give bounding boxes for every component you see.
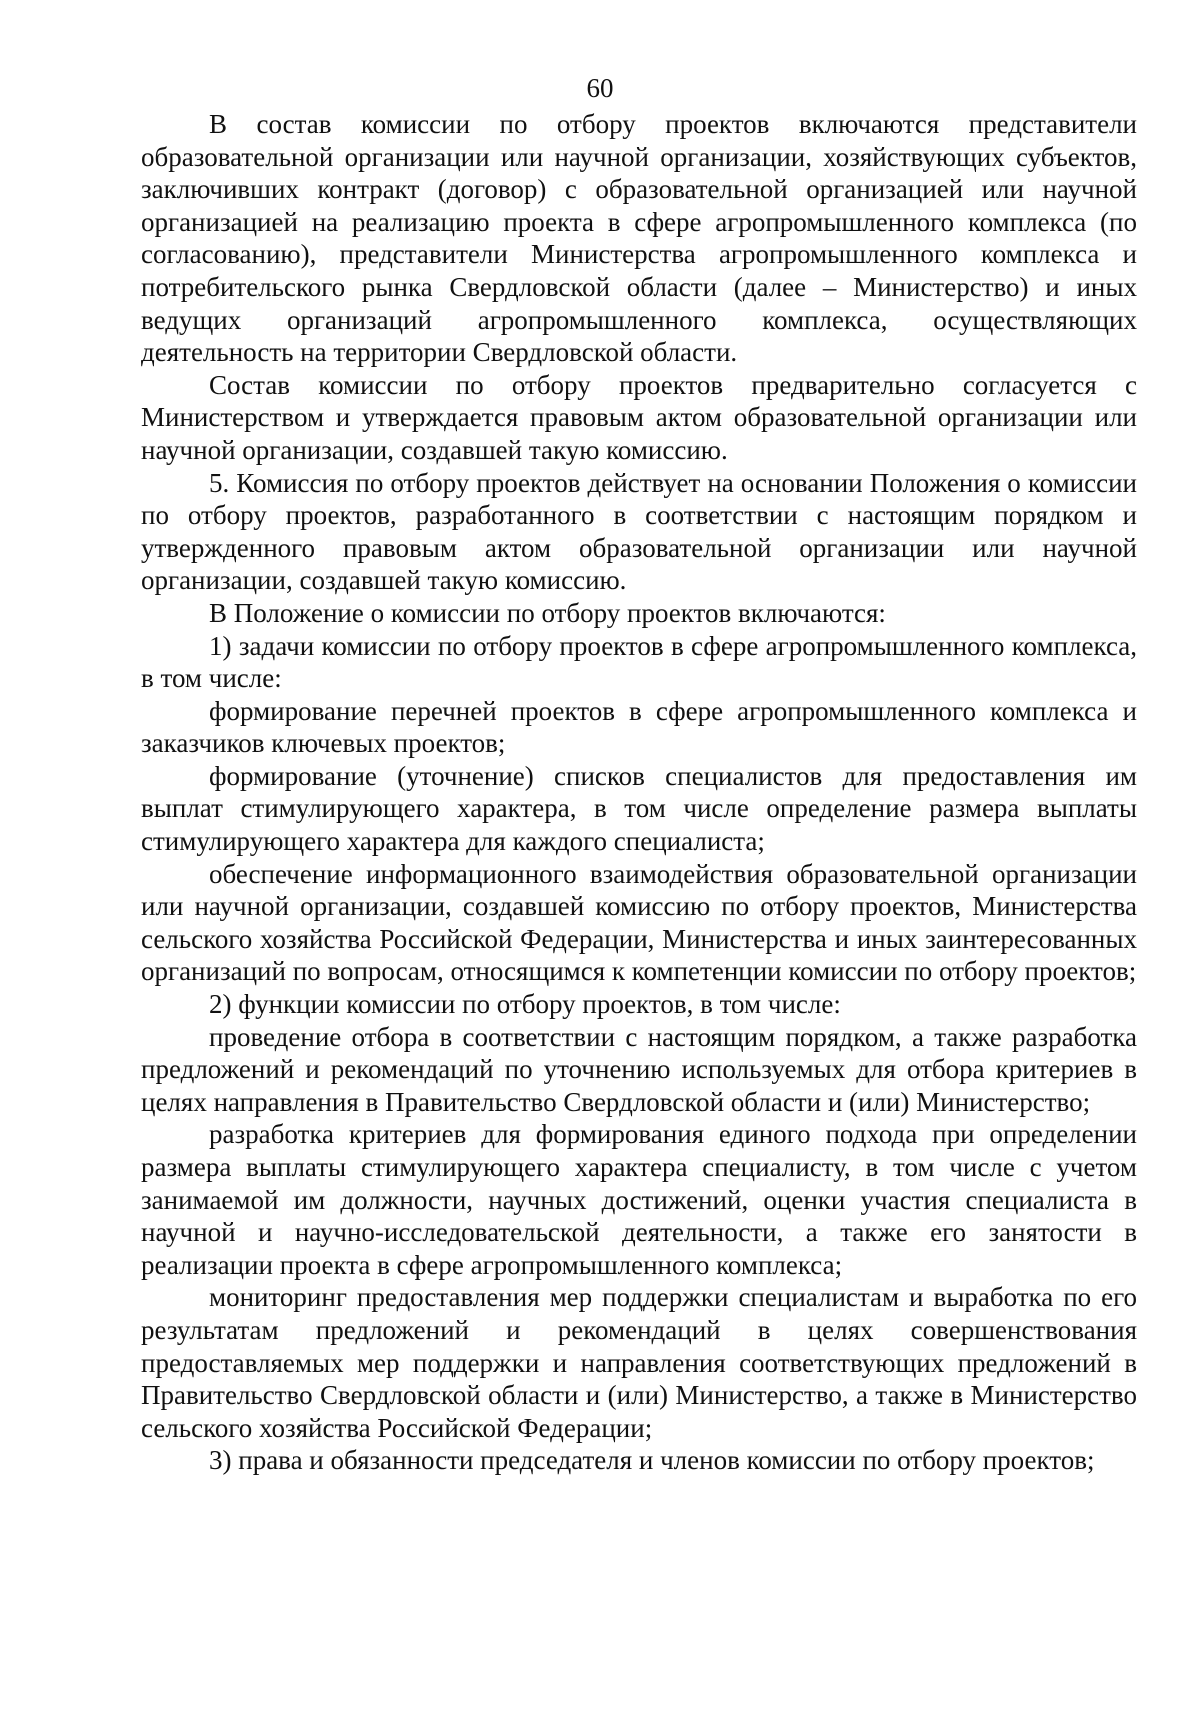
- paragraph-function-criteria: разработка критериев для формирования единого подхода при определении размера выплаты стимулирующего характера специалисту, в том числе с учетом занимаемой им должности, научных достижений, оценки участия специалиста в научной и научно-исследовательской деятельности, а также его занятости в реализации проекта в сфере агропромышленного комплекса;: [141, 1119, 1137, 1280]
- paragraph-item-1-tasks: 1) задачи комиссии по отбору проектов в сфере агропромышленного комплекса, в том числе:: [141, 630, 1137, 694]
- paragraph-task-specialist-lists: формирование (уточнение) списков специалистов для предоставления им выплат стимулирующего характера, в том числе определение размера выплаты стимулирующего характера для каждого специалиста;: [141, 760, 1137, 857]
- paragraph-item-2-functions: 2) функции комиссии по отбору проектов, в том числе:: [209, 989, 841, 1020]
- page-number: 60: [586, 73, 614, 103]
- paragraph-regulation-contents: В Положение о комиссии по отбору проектов включаются:: [209, 597, 886, 628]
- paragraph-commission-composition: В состав комиссии по отбору проектов включаются представители образовательной организации или научной организации, хозяйствующих субъектов, заключивших контракт (договор) с образовательной организацией или научной организацией на реализацию проекта в сфере агропромышленного комплекса (по согласованию), представители Министерства агропромышленного комплекса и потребительского рынка Свердловской области (далее – Министерство) и иных ведущих организаций агропромышленного комплекса, осуществляющих деятельность на территории Свердловской области.: [141, 109, 1137, 368]
- document-body: [141, 108, 1137, 1477]
- paragraph-item-3-rights: 3) права и обязанности председателя и членов комиссии по отбору проектов;: [209, 1445, 1095, 1476]
- paragraph-task-information-exchange: обеспечение информационного взаимодействия образовательной организации или научной организации, создавшей комиссию по отбору проектов, Министерства сельского хозяйства Российской Федерации, Министерства и иных заинтересованных организаций по вопросам, относящимся к компетенции комиссии по отбору проектов;: [141, 858, 1137, 987]
- paragraph-item-5: 5. Комиссия по отбору проектов действует на основании Положения о комиссии по отбору проектов, разработанного в соответствии с настоящим порядком и утвержденного правовым актом образовательной организации или научной организации, создавшей такую комиссию.: [141, 467, 1137, 596]
- paragraph-task-project-lists: формирование перечней проектов в сфере агропромышленного комплекса и заказчиков ключевых проектов;: [141, 695, 1137, 759]
- paragraph-function-monitoring: мониторинг предоставления мер поддержки специалистам и выработка по его результатам предложений и рекомендаций в целях совершенствования предоставляемых мер поддержки и направления соответствующих предложений в Правительство Свердловской области и (или) Министерство, а также в Министерство сельского хозяйства Российской Федерации;: [141, 1282, 1137, 1443]
- paragraph-function-selection: проведение отбора в соответствии с настоящим порядком, а также разработка предложений и рекомендаций по уточнению используемых для отбора критериев в целях направления в Правительство Свердловской области и (или) Министерство;: [141, 1021, 1137, 1117]
- paragraph-composition-approval: Состав комиссии по отбору проектов предварительно согласуется с Министерством и утверждается правовым актом образовательной организации или научной организации, создавшей такую комиссию.: [141, 369, 1137, 465]
